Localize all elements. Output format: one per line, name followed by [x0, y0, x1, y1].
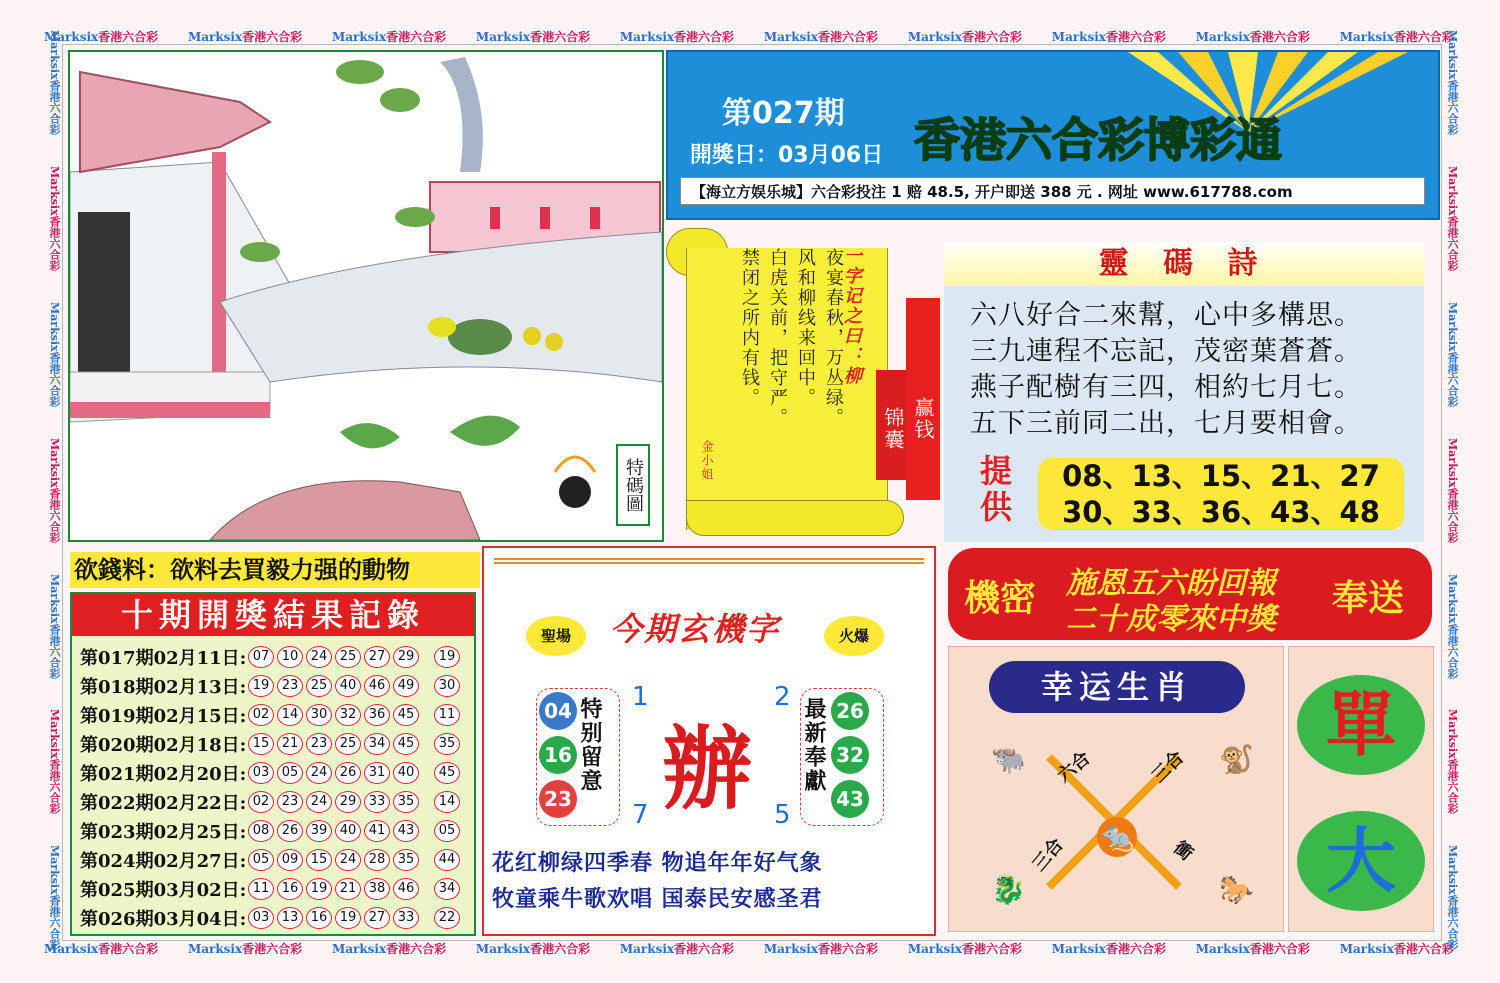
number-ball: 25	[335, 733, 361, 755]
number-ball: 32	[335, 704, 361, 726]
number-ball: 15	[248, 733, 274, 755]
provide-numbers-line1: 08、13、15、21、27	[1062, 459, 1380, 493]
title-char: 六	[1006, 113, 1052, 167]
poem-line: 三九連程不忘記，茂密葉蒼蒼。	[970, 336, 1362, 367]
issue-number: 第027期	[722, 96, 845, 131]
table-row	[80, 903, 463, 932]
number-ball: 46	[364, 675, 390, 697]
mystery-title: 今期玄機字	[610, 610, 781, 648]
special-number-ball: 35	[434, 733, 460, 755]
special-number-ball: 34	[434, 878, 460, 900]
number-ball: 36	[364, 704, 390, 726]
record-label: 第019期02月15日:	[80, 705, 247, 727]
watermark-text: Marksix香港六合彩	[48, 573, 61, 679]
record-label: 第024期02月27日:	[80, 850, 247, 872]
left-label: 特别留意	[577, 697, 603, 793]
watermark-text: Marksix香港六合彩	[1446, 30, 1459, 135]
left-ball-box	[536, 688, 620, 826]
table-row	[80, 787, 463, 816]
watermark-text: Marksix香港六合彩	[475, 942, 591, 956]
label-sanhe-2: 三合	[1028, 834, 1068, 876]
table-row	[80, 642, 463, 671]
watermark-text: Marksix香港六合彩	[44, 30, 159, 44]
title-char: 博	[1144, 113, 1190, 167]
table-row	[80, 700, 463, 729]
number-ball: 19	[248, 675, 274, 697]
record-label: 第026期03月04日:	[80, 908, 247, 930]
number-ball: 23	[277, 791, 303, 813]
scroll-line: 白虎关前，把守严。	[767, 248, 788, 428]
draw-date: 開獎日：03月06日	[690, 143, 884, 168]
mystery-char: 辦	[662, 717, 752, 822]
number-ball: 02	[248, 704, 274, 726]
number-ball: 21	[335, 878, 361, 900]
number-ball: 35	[393, 791, 419, 813]
number-ball: 29	[393, 646, 419, 668]
scroll-poem	[716, 248, 846, 488]
number-ball: 05	[277, 762, 303, 784]
watermark-text: Marksix香港六合彩	[1339, 942, 1454, 956]
watermark-text: Marksix香港六合彩	[1446, 709, 1459, 815]
special-number-ball: 11	[434, 704, 460, 726]
hint-line: 欲錢料：欲料去買毅力强的動物	[70, 552, 480, 588]
watermark-text: Marksix香港六合彩	[48, 845, 61, 950]
watermark-text: Marksix香港六合彩	[331, 942, 447, 956]
table-row	[80, 874, 463, 903]
mystery-verse-2: 牧童乘牛歌欢唱 国泰民安感圣君	[492, 887, 823, 912]
table-row	[80, 816, 463, 845]
number-ball: 23	[539, 780, 577, 818]
watermark-left-column	[44, 30, 62, 950]
poem-line: 六八好合二來幫，心中多構思。	[970, 300, 1362, 331]
record-label: 第017期02月11日:	[80, 647, 247, 669]
number-ball: 24	[306, 791, 332, 813]
special-number-ball: 30	[434, 675, 460, 697]
left-star: 聖場	[526, 616, 586, 656]
special-number-ball: 19	[434, 646, 460, 668]
watermark-text: Marksix香港六合彩	[48, 709, 61, 815]
special-code-badge: 特碼圖	[616, 444, 650, 526]
title-char: 合	[1052, 113, 1098, 167]
number-ball: 24	[335, 849, 361, 871]
poem-title: 靈 碼 詩	[944, 242, 1424, 286]
right-star: 火爆	[824, 616, 884, 656]
table-row	[80, 845, 463, 874]
number-ball: 43	[393, 820, 419, 842]
number-ball: 08	[248, 820, 274, 842]
provide-label: 提供	[975, 454, 1013, 526]
watermark-text: Marksix香港六合彩	[619, 942, 735, 956]
number-ball: 26	[335, 762, 361, 784]
number-ball: 33	[393, 907, 419, 929]
number-ball: 34	[364, 733, 390, 755]
records-table	[80, 642, 463, 932]
secret-left: 機密	[964, 578, 1037, 619]
record-label: 第023期02月25日:	[80, 821, 247, 843]
poem-line: 燕子配樹有三四，相約七月七。	[970, 372, 1362, 403]
number-ball: 28	[364, 849, 390, 871]
watermark-text: Marksix香港六合彩	[44, 942, 159, 956]
table-row	[80, 729, 463, 758]
watermark-text: Marksix香港六合彩	[1051, 942, 1166, 956]
number-ball: 04	[539, 692, 577, 730]
number-ball: 03	[248, 907, 274, 929]
title-char: 通	[1236, 113, 1282, 167]
scroll-line: 风和柳线来回中。	[795, 248, 816, 408]
number-ball: 02	[248, 791, 274, 813]
title-char: 港	[960, 113, 1006, 167]
table-row	[80, 671, 463, 700]
records-panel	[70, 592, 476, 936]
watermark-text: Marksix香港六合彩	[1195, 942, 1310, 956]
special-number-ball: 45	[434, 762, 460, 784]
number-ball: 31	[364, 762, 390, 784]
special-picture-panel	[68, 50, 664, 542]
number-ball: 09	[277, 849, 303, 871]
right-label: 最新奉獻	[801, 697, 827, 793]
number-ball: 14	[277, 704, 303, 726]
ox-icon: 🐃	[991, 743, 1026, 776]
watermark-text: Marksix香港六合彩	[1195, 30, 1310, 44]
number-ball: 38	[364, 878, 390, 900]
number-ball: 10	[277, 646, 303, 668]
number-ball: 45	[393, 704, 419, 726]
number-ball: 16	[539, 736, 577, 774]
number-ball: 26	[277, 820, 303, 842]
secret-line2: 二十成零來中獎	[1066, 602, 1276, 637]
secret-banner	[948, 548, 1432, 640]
label-sanhe-1: 三合	[1147, 746, 1189, 788]
special-number-ball: 14	[434, 791, 460, 813]
number-ball: 33	[364, 791, 390, 813]
watermark-text: Marksix香港六合彩	[187, 30, 303, 44]
watermark-text: Marksix香港六合彩	[907, 30, 1022, 44]
number-ball: 45	[393, 733, 419, 755]
win-money-box: 赢钱	[906, 298, 940, 500]
watermark-text: Marksix香港六合彩	[763, 942, 879, 956]
watermark-text: Marksix香港六合彩	[907, 942, 1022, 956]
record-label: 第022期02月22日:	[80, 792, 247, 814]
record-label: 第021期02月20日:	[80, 763, 247, 785]
provide-numbers	[1038, 458, 1404, 530]
lucky-bag-box: 锦囊	[876, 370, 910, 480]
record-label: 第025期03月02日:	[80, 879, 247, 901]
corner-num-7: 7	[632, 800, 649, 830]
number-ball: 21	[277, 733, 303, 755]
site-title	[914, 104, 1282, 170]
watermark-text: Marksix香港六合彩	[619, 30, 735, 44]
title-char: 彩	[1098, 113, 1144, 167]
number-ball: 35	[393, 849, 419, 871]
number-ball: 25	[335, 646, 361, 668]
watermark-text: Marksix香港六合彩	[331, 30, 447, 44]
number-ball: 40	[335, 675, 361, 697]
number-ball: 29	[335, 791, 361, 813]
watermark-text: Marksix香港六合彩	[1339, 30, 1454, 44]
title-char: 彩	[1190, 113, 1236, 167]
records-title: 十期開獎結果記錄	[72, 594, 474, 636]
single-badge: 單	[1297, 675, 1425, 775]
watermark-text: Marksix香港六合彩	[1446, 845, 1459, 950]
scroll-line: 夜宴春秋，万丛绿。	[823, 248, 844, 428]
ad-banner: 【海立方娱乐城】六合彩投注 1 赔 48.5, 开户即送 388 元 . 网址 www.617788.com	[680, 177, 1425, 205]
label-chong: 衝	[1169, 837, 1197, 865]
number-ball: 32	[831, 736, 869, 774]
watermark-text: Marksix香港六合彩	[48, 165, 61, 271]
secret-line1: 施恩五六盼回報	[1066, 566, 1276, 601]
watermark-text: Marksix香港六合彩	[1051, 30, 1166, 44]
number-ball: 39	[306, 820, 332, 842]
scroll-panel	[666, 228, 942, 538]
mystery-verse-1: 花红柳绿四季春 物追年年好气象	[492, 851, 823, 876]
corner-num-1: 1	[632, 682, 649, 712]
watermark-text: Marksix香港六合彩	[1446, 301, 1459, 407]
watermark-text: Marksix香港六合彩	[48, 437, 61, 543]
poem-line: 五下三前同二出，七月要相會。	[970, 408, 1362, 439]
title-char: 香	[914, 113, 960, 167]
number-ball: 13	[277, 907, 303, 929]
number-ball: 27	[364, 907, 390, 929]
single-big-panel	[1288, 646, 1434, 932]
number-ball: 07	[248, 646, 274, 668]
watermark-text: Marksix香港六合彩	[1446, 437, 1459, 543]
big-badge: 大	[1297, 811, 1425, 911]
lucky-title: 幸运生肖	[989, 661, 1245, 713]
number-ball: 41	[364, 820, 390, 842]
watermark-text: Marksix香港六合彩	[1446, 573, 1459, 679]
horse-icon: 🐎	[1219, 873, 1254, 906]
number-ball: 24	[306, 762, 332, 784]
scroll-line: 禁闭之所内有钱。	[739, 248, 760, 408]
record-label: 第018期02月13日:	[80, 676, 247, 698]
watermark-text: Marksix香港六合彩	[187, 942, 303, 956]
number-ball: 27	[364, 646, 390, 668]
label-liuhe: 六合	[1053, 747, 1095, 787]
number-ball: 11	[248, 878, 274, 900]
poem-panel	[944, 242, 1424, 542]
special-number-ball: 05	[434, 820, 460, 842]
special-number-ball: 44	[434, 849, 460, 871]
number-ball: 23	[306, 733, 332, 755]
watermark-text: Marksix香港六合彩	[48, 301, 61, 407]
record-label: 第020期02月18日:	[80, 734, 247, 756]
special-number-ball: 22	[434, 907, 460, 929]
number-ball: 26	[831, 692, 869, 730]
table-row	[80, 758, 463, 787]
lucky-zodiac-panel	[948, 646, 1284, 932]
monkey-icon: 🐒	[1219, 743, 1254, 776]
scroll-signature: 金小姐	[700, 440, 714, 482]
corner-num-5: 5	[774, 800, 791, 830]
number-ball: 49	[393, 675, 419, 697]
number-ball: 16	[306, 907, 332, 929]
number-ball: 23	[277, 675, 303, 697]
number-ball: 46	[393, 878, 419, 900]
number-ball: 40	[335, 820, 361, 842]
number-ball: 15	[306, 849, 332, 871]
number-ball: 25	[306, 675, 332, 697]
watermark-text: Marksix香港六合彩	[475, 30, 591, 44]
number-ball: 19	[306, 878, 332, 900]
watermark-bottom-row	[44, 940, 1454, 962]
garden-illustration	[70, 52, 662, 540]
watermark-text: Marksix香港六合彩	[48, 30, 61, 135]
poem-lines	[970, 298, 1362, 442]
dragon-icon: 🐉	[991, 873, 1026, 906]
corner-num-2: 2	[774, 682, 791, 712]
watermark-right-column	[1442, 30, 1460, 950]
watermark-text: Marksix香港六合彩	[763, 30, 879, 44]
scroll-red-line: 一字记之曰：柳	[841, 246, 862, 386]
provide-numbers-line2: 30、33、36、43、48	[1062, 495, 1380, 529]
watermark-text: Marksix香港六合彩	[1446, 165, 1459, 271]
rat-icon: 🐀	[1097, 817, 1137, 857]
number-ball: 03	[248, 762, 274, 784]
number-ball: 43	[831, 780, 869, 818]
right-ball-box	[800, 688, 884, 826]
mystery-panel	[482, 546, 936, 936]
secret-right: 奉送	[1332, 578, 1405, 619]
number-ball: 30	[306, 704, 332, 726]
number-ball: 05	[248, 849, 274, 871]
number-ball: 16	[277, 878, 303, 900]
number-ball: 40	[393, 762, 419, 784]
number-ball: 19	[335, 907, 361, 929]
number-ball: 24	[306, 646, 332, 668]
